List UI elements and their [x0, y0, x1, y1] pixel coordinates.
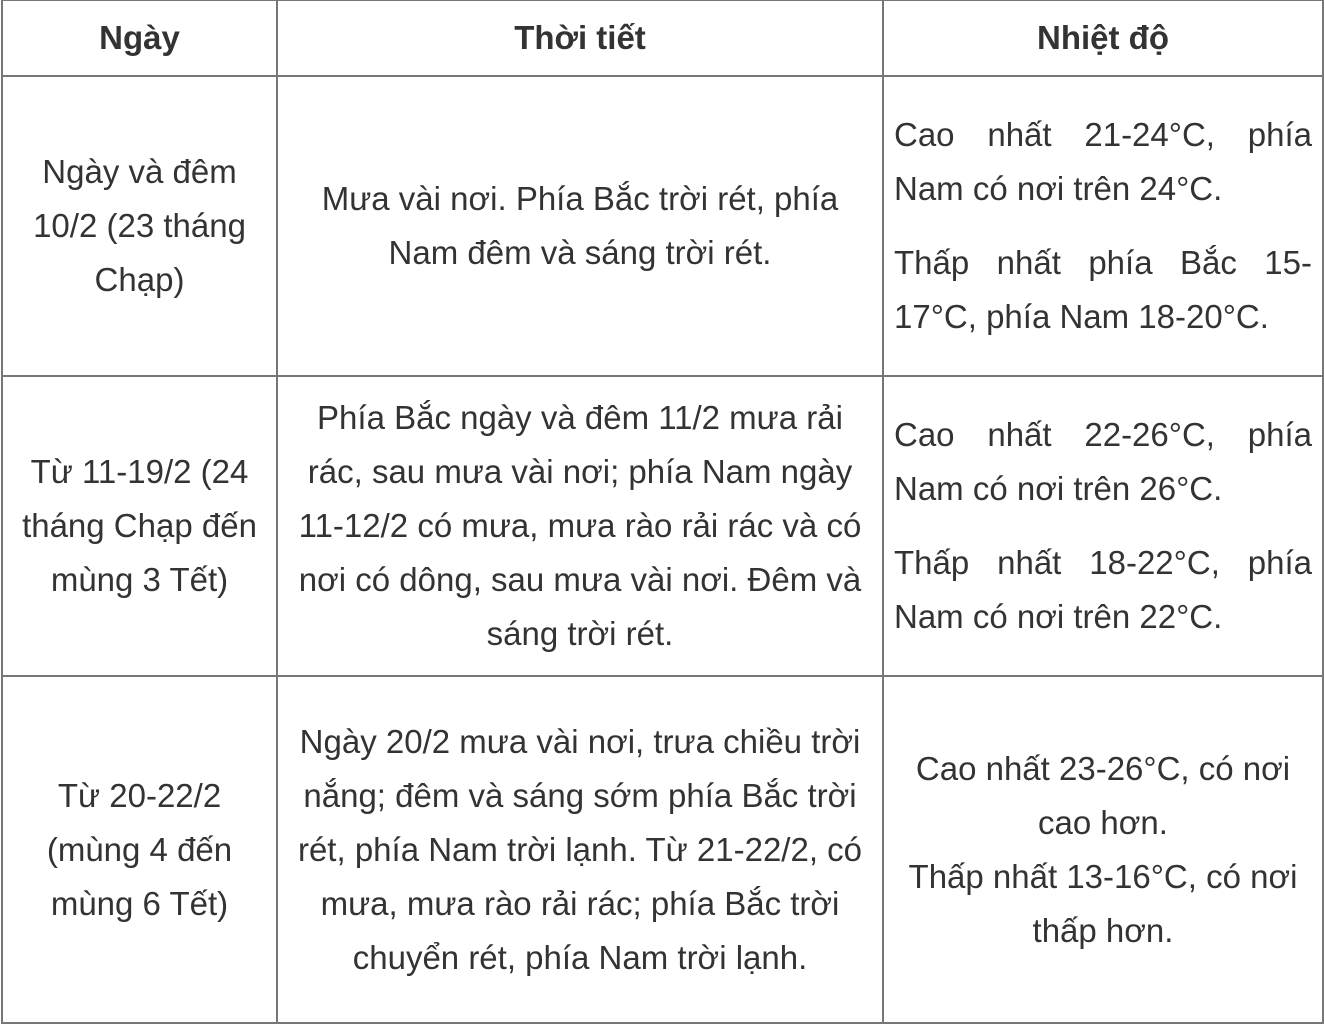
- weather-cell: Mưa vài nơi. Phía Bắc trời rét, phía Nam đêm và sáng trời rét.: [277, 76, 883, 376]
- temp-high: Cao nhất 21-24°C, phía Nam có nơi trên 24°C.: [894, 116, 1312, 207]
- temp-low: Thấp nhất 13-16°C, có nơi thấp hơn.: [908, 857, 1298, 949]
- weather-forecast-table: [1, 0, 1324, 1024]
- table-header-row: [2, 0, 1323, 76]
- temp-low: Thấp nhất phía Bắc 15-17°C, phía Nam 18-20°C.: [894, 244, 1312, 335]
- header-day: Ngày: [2, 0, 277, 76]
- table-row: [2, 76, 1323, 376]
- day-cell: Ngày và đêm 10/2 (23 tháng Chạp): [2, 76, 277, 376]
- temp-high: Cao nhất 23-26°C, có nơi cao hơn.: [915, 749, 1291, 841]
- table-row: [2, 376, 1323, 676]
- weather-cell: Phía Bắc ngày và đêm 11/2 mưa rải rác, sau mưa vài nơi; phía Nam ngày 11-12/2 có mưa, mưa rào rải rác và có nơi có dông, sau mưa vài nơi. Đêm và sáng trời rét.: [277, 376, 883, 676]
- table-row: [2, 676, 1323, 1023]
- temperature-cell: [883, 676, 1323, 1023]
- temp-low: Thấp nhất 18-22°C, phía Nam có nơi trên 22°C.: [894, 544, 1312, 635]
- temp-high: Cao nhất 22-26°C, phía Nam có nơi trên 26°C.: [894, 416, 1312, 507]
- temperature-cell: [883, 376, 1323, 676]
- day-cell: Từ 11-19/2 (24 tháng Chạp đến mùng 3 Tết): [2, 376, 277, 676]
- day-cell: Từ 20-22/2 (mùng 4 đến mùng 6 Tết): [2, 676, 277, 1023]
- temperature-cell: [883, 76, 1323, 376]
- header-temperature: Nhiệt độ: [883, 0, 1323, 76]
- weather-cell: Ngày 20/2 mưa vài nơi, trưa chiều trời nắng; đêm và sáng sớm phía Bắc trời rét, phía Nam trời lạnh. Từ 21-22/2, có mưa, mưa rào rải rác; phía Bắc trời chuyển rét, phía Nam trời lạnh.: [277, 676, 883, 1023]
- header-weather: Thời tiết: [277, 0, 883, 76]
